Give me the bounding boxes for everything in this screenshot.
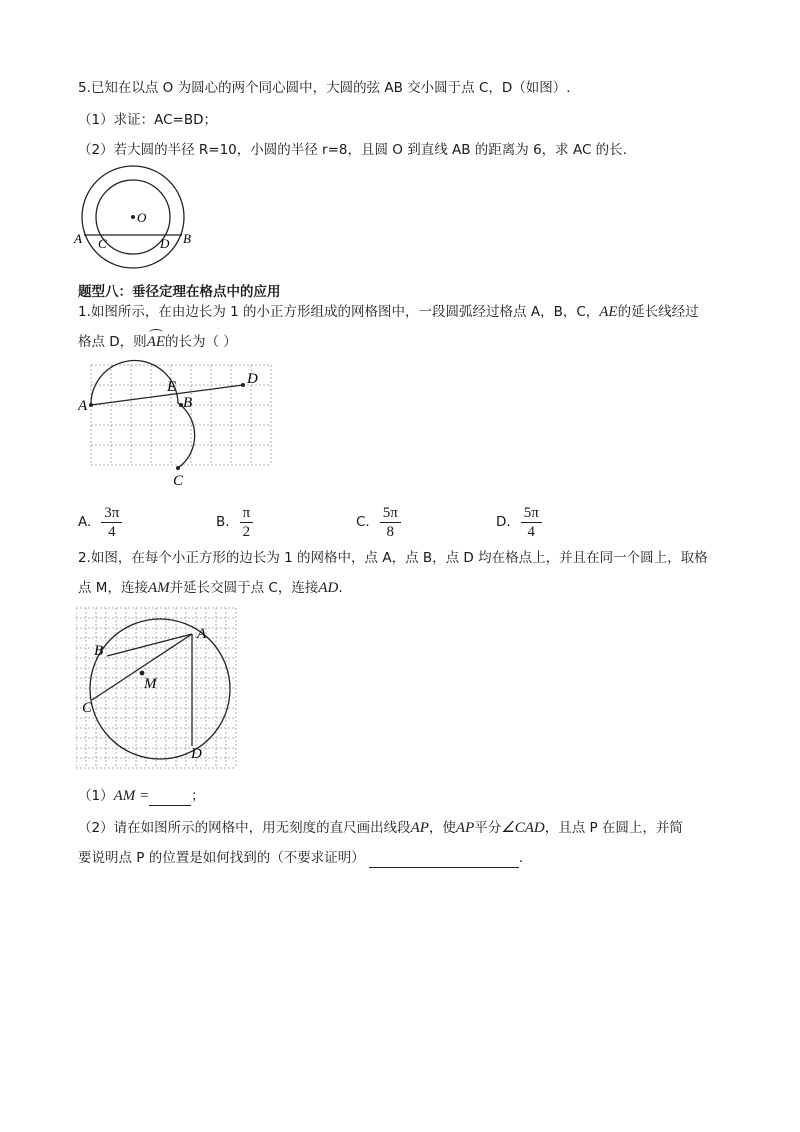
label-c: C xyxy=(173,473,184,488)
q5-part2: （2）若大圆的半径 R=10，小圆的半径 r=8，且圆 O 到直线 AB 的距离为 6，求 AC 的长. xyxy=(78,142,627,158)
option-c-fraction xyxy=(380,504,401,541)
p2-part1-answer-blank[interactable] xyxy=(149,791,191,806)
label-b: B xyxy=(183,231,191,246)
p2-line2-end: . xyxy=(338,580,343,596)
option-b-den: 2 xyxy=(242,523,251,540)
option-b-label: B. xyxy=(216,514,230,530)
p1-arc-symbol: AE xyxy=(146,334,166,350)
p2-line2 xyxy=(78,578,343,598)
p2-line2-start: 点 M，连接 xyxy=(78,580,148,596)
option-b[interactable] xyxy=(216,500,253,544)
label-m: M xyxy=(144,676,157,692)
p1-line2-start: 格点 D，则 xyxy=(78,334,147,350)
p2-part2-d: ，且点 P 在圆上，并简 xyxy=(544,820,683,836)
center-point xyxy=(131,215,135,219)
point-d xyxy=(241,383,245,387)
p2-part2-line2-text: 要说明点 P 的位置是如何找到的（不要求证明） xyxy=(78,850,365,866)
p2-part2-line1 xyxy=(78,818,683,838)
option-c[interactable] xyxy=(356,500,401,544)
label-b: B xyxy=(94,643,104,659)
q5-part1: （1）求证：AC=BD； xyxy=(78,112,217,128)
p2-part1-expr: AM = xyxy=(113,788,150,804)
option-d-den: 4 xyxy=(527,523,535,540)
grid-arc-figure xyxy=(78,358,278,488)
label-a: A xyxy=(74,231,82,246)
p2-part2-answer-blank[interactable] xyxy=(369,853,519,868)
p2-line2-mid: 并延长交圆于点 C，连接 xyxy=(169,580,319,596)
p2-part2-end: . xyxy=(518,850,524,866)
label-c: C xyxy=(82,700,93,716)
p2-ap-symbol: AP xyxy=(410,820,429,836)
option-d-fraction xyxy=(521,504,542,541)
p2-part2-b: ，使 xyxy=(428,820,456,836)
label-d: D xyxy=(247,371,258,387)
grid-circle-figure xyxy=(76,606,246,774)
label-e: E xyxy=(167,379,177,395)
label-a: A xyxy=(78,398,88,414)
p1-line1-end: 的延长线经过 xyxy=(617,304,699,320)
option-b-fraction xyxy=(240,504,254,541)
label-c: C xyxy=(98,236,107,251)
point-c xyxy=(176,466,180,470)
p1-line2 xyxy=(78,332,237,352)
option-c-num: 5π xyxy=(380,504,401,523)
p2-part1-end: ； xyxy=(191,788,205,804)
label-o: O xyxy=(137,210,147,225)
p2-ap-symbol-2: AP xyxy=(455,820,475,836)
p2-part2-line2 xyxy=(78,848,523,868)
point-a xyxy=(89,403,93,407)
option-d-label: D. xyxy=(496,514,511,530)
option-a-fraction xyxy=(101,504,122,541)
option-b-num: π xyxy=(240,504,254,523)
p1-line2-end: 的长为（ ） xyxy=(165,334,237,350)
option-a-den: 4 xyxy=(108,523,116,540)
option-a[interactable] xyxy=(78,500,122,544)
option-d-num: 5π xyxy=(521,504,542,523)
option-c-label: C. xyxy=(356,514,370,530)
label-a: A xyxy=(197,626,207,642)
grid-lines xyxy=(91,365,271,465)
circle-arc xyxy=(91,361,195,468)
p2-part1-start: （1） xyxy=(78,788,114,804)
p2-part1 xyxy=(78,786,205,806)
option-c-den: 8 xyxy=(386,523,394,540)
p2-am-symbol: AM xyxy=(147,580,170,596)
p2-part2-c: 平分 xyxy=(474,820,502,836)
label-d: D xyxy=(160,236,170,251)
p2-line1: 2.如图，在每个小正方形的边长为 1 的网格中，点 A，点 B，点 D 均在格点上，并且在同一个圆上，取格 xyxy=(78,550,708,566)
label-d: D xyxy=(191,746,202,762)
p2-ad-symbol: AD xyxy=(318,580,339,596)
option-a-label: A. xyxy=(78,514,92,530)
option-d[interactable] xyxy=(496,500,542,544)
p1-ae-symbol: AE xyxy=(599,304,618,320)
q5-stem: 5.已知在以点 O 为圆心的两个同心圆中，大圆的弦 AB 交小圆于点 C，D（如图）. xyxy=(78,80,571,96)
point-m xyxy=(140,671,145,676)
section-title: 题型八：垂径定理在格点中的应用 xyxy=(78,284,281,300)
line-ab xyxy=(107,634,192,656)
p1-line1-text: 1.如图所示，在由边长为 1 的小正方形组成的网格图中，一段圆弧经过格点 A，B，C， xyxy=(78,304,600,320)
option-a-num: 3π xyxy=(101,504,122,523)
p2-part2-a: （2）请在如图所示的网格中，用无刻度的直尺画出线段 xyxy=(78,820,411,836)
p1-line1 xyxy=(78,302,699,322)
p2-angle-symbol: ∠CAD xyxy=(501,820,545,836)
concentric-circles-figure xyxy=(70,165,200,275)
label-b: B xyxy=(183,395,193,411)
